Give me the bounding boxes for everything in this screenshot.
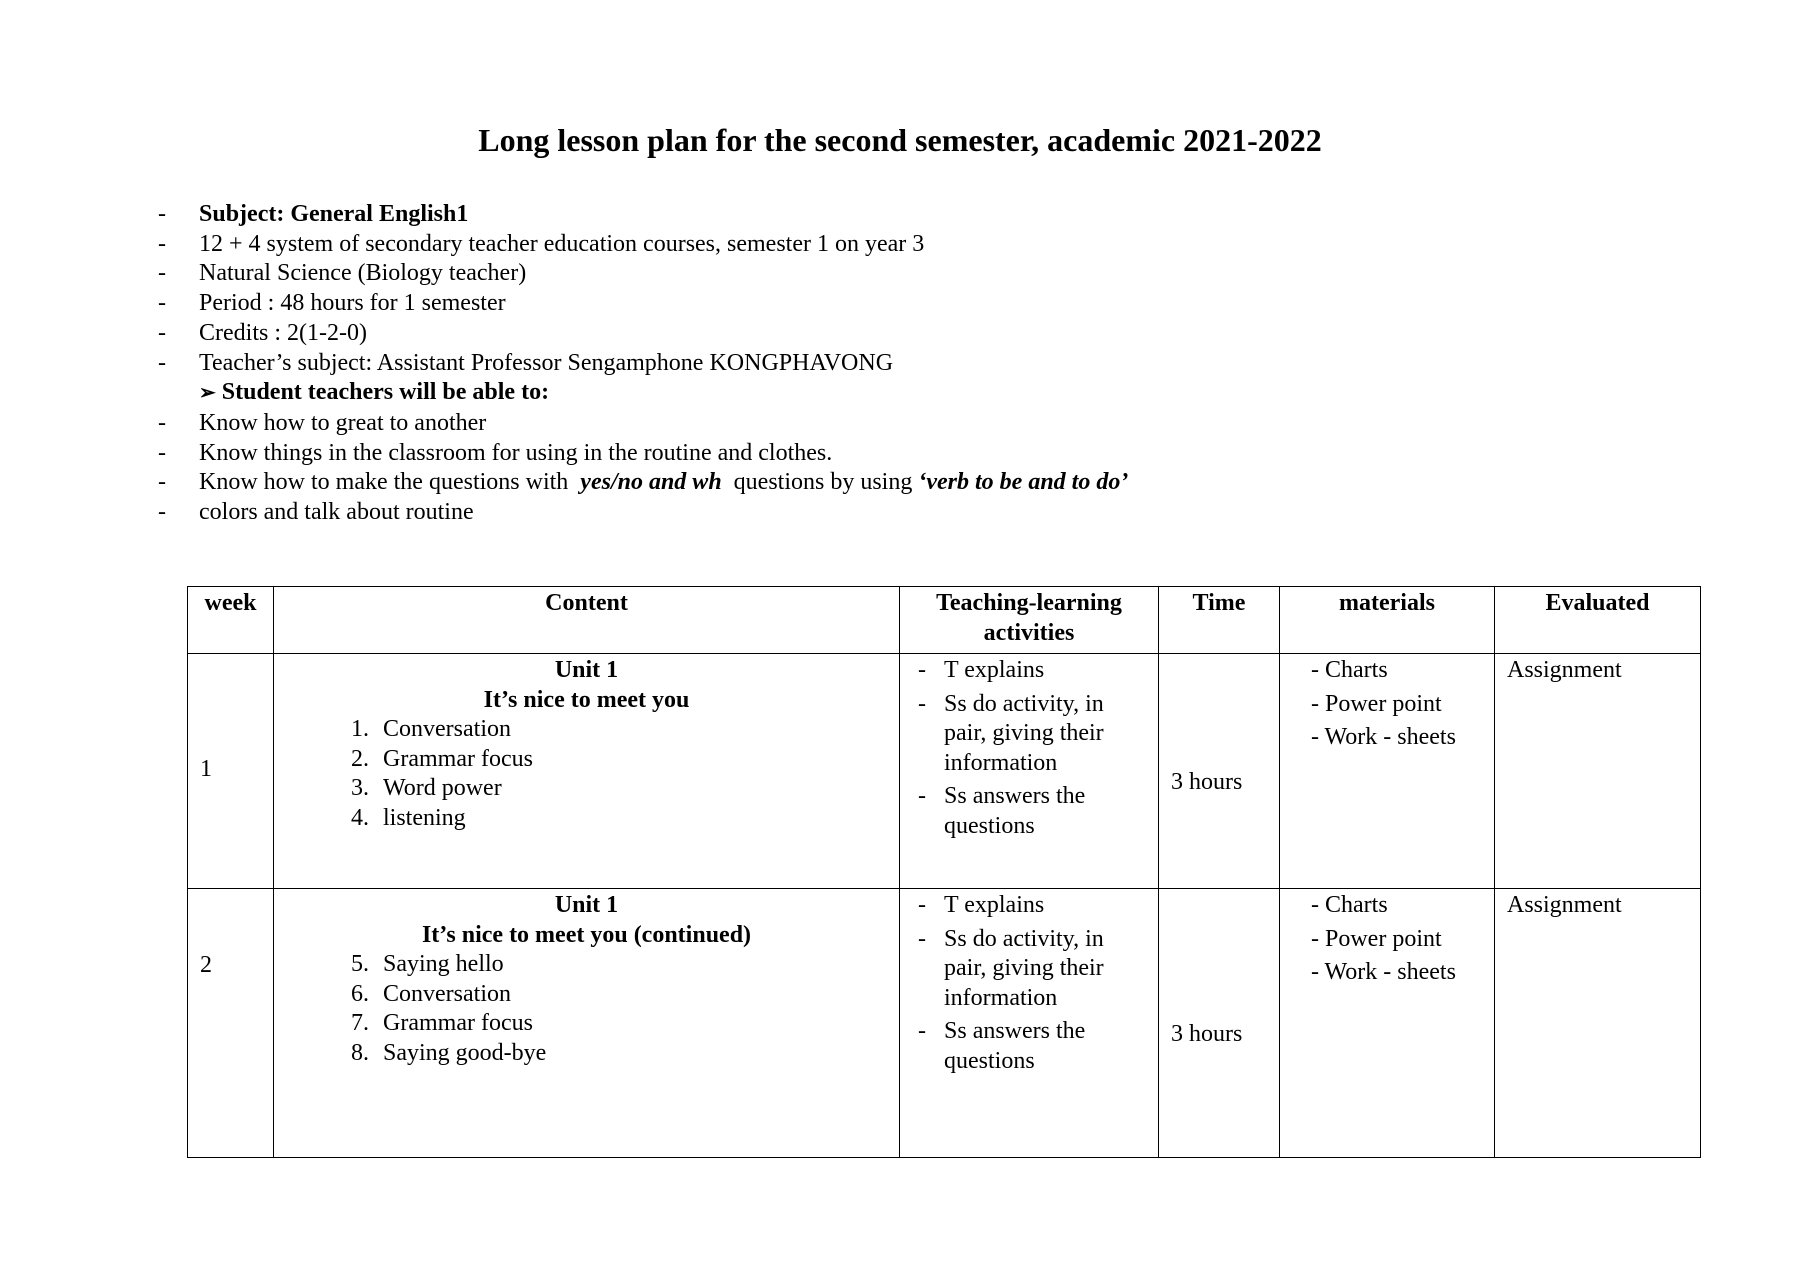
header-time: Time <box>1159 587 1280 654</box>
dash-marker: - <box>158 469 166 496</box>
week-cell: 1 <box>188 654 274 889</box>
objectives-heading-text: Student teachers will be able to: <box>221 379 550 406</box>
dash-marker: - <box>158 230 166 257</box>
dash-marker: - <box>158 349 166 376</box>
material-item: - Power point <box>1311 925 1442 952</box>
material-item: - Work - sheets <box>1311 724 1456 750</box>
objective-item <box>158 468 1608 498</box>
objective-item <box>158 498 1608 528</box>
arrow-bullet-icon: ➢ <box>199 382 216 405</box>
activity-item: - Ss do activity, in pair, giving their information <box>944 690 1146 779</box>
topic-item: 3. Word power <box>375 774 887 804</box>
content-cell <box>274 654 900 889</box>
activity-item: - Ss answers the questions <box>944 1017 1146 1076</box>
header-activities-line2: activities <box>983 619 1075 646</box>
time-cell: 3 hours <box>1159 654 1280 889</box>
evaluated-cell: Assignment <box>1495 889 1701 1158</box>
materials-list <box>1292 656 1482 753</box>
table-header-row <box>188 587 1701 654</box>
objective-text: colors and talk about routine <box>199 499 474 526</box>
activity-item: - Ss do activity, in pair, giving their information <box>944 925 1146 1014</box>
lesson-plan-table <box>187 586 1701 1158</box>
header-materials: materials <box>1280 587 1495 654</box>
topic-item: 7. Grammar focus <box>375 1009 887 1039</box>
activity-list <box>912 891 1146 1076</box>
dash-marker: - <box>158 201 166 227</box>
credits-text: Credits : 2(1-2-0) <box>199 319 367 346</box>
topic-list <box>286 950 887 1068</box>
science-text: Natural Science (Biology teacher) <box>199 260 527 287</box>
activity-item: - T explains <box>944 891 1146 921</box>
objective-text: Know how to make the questions with <box>199 469 581 496</box>
unit-label: Unit 1 <box>554 892 619 918</box>
objective-text: Know how to great to another <box>199 409 487 436</box>
dash-marker: - <box>158 319 166 346</box>
objectives-heading <box>158 378 1608 409</box>
subject-text: Subject: General English1 <box>199 201 469 227</box>
activities-cell <box>900 889 1159 1158</box>
page-title: Long lesson plan for the second semester, academic 2021-2022 <box>478 122 1322 158</box>
info-period <box>158 289 1608 319</box>
table-row <box>188 654 1701 889</box>
header-evaluated: Evaluated <box>1495 587 1701 654</box>
unit-title: It’s nice to meet you (continued) <box>421 921 752 948</box>
materials-list <box>1292 891 1482 988</box>
topic-item: 1. Conversation <box>375 715 887 745</box>
header-activities-line1: Teaching-learning <box>936 590 1122 616</box>
materials-cell <box>1280 654 1495 889</box>
dash-marker: - <box>158 439 166 466</box>
topic-item: 2. Grammar focus <box>375 745 887 775</box>
topic-item: 4. listening <box>375 804 887 834</box>
unit-label: Unit 1 <box>554 657 619 683</box>
materials-cell <box>1280 889 1495 1158</box>
content-cell <box>274 889 900 1158</box>
activity-item: - Ss answers the questions <box>944 782 1146 841</box>
time-cell: 3 hours <box>1159 889 1280 1158</box>
period-text: Period : 48 hours for 1 semester <box>199 290 506 317</box>
topic-item: 6. Conversation <box>375 980 887 1010</box>
header-content: Content <box>274 587 900 654</box>
week-cell: 2 <box>188 889 274 1158</box>
teacher-text: Teacher’s subject: Assistant Professor Sengamphone KONGPHAVONG <box>199 349 894 376</box>
objective-emphasis: yes/no and wh <box>580 469 722 496</box>
material-item: - Charts <box>1311 892 1388 918</box>
dash-marker: - <box>158 499 166 526</box>
info-science <box>158 259 1608 289</box>
activities-cell <box>900 654 1159 889</box>
header-activities <box>900 587 1159 654</box>
unit-title: It’s nice to meet you <box>483 686 690 713</box>
info-credits <box>158 319 1608 349</box>
topic-item: 5. Saying hello <box>375 950 887 980</box>
evaluated-cell: Assignment <box>1495 654 1701 889</box>
info-teacher <box>158 349 1608 379</box>
header-week: week <box>188 587 274 654</box>
material-item: - Power point <box>1311 690 1442 717</box>
info-subject <box>158 200 1608 230</box>
dash-marker: - <box>158 409 166 436</box>
material-item: - Work - sheets <box>1311 959 1456 985</box>
objective-item <box>158 439 1608 469</box>
info-system <box>158 230 1608 260</box>
system-text: 12 + 4 system of secondary teacher education courses, semester 1 on year 3 <box>199 230 925 257</box>
course-info <box>158 200 1608 528</box>
objective-text: questions by using <box>721 469 919 496</box>
topic-item: 8. Saying good-bye <box>375 1039 887 1069</box>
objective-item <box>158 409 1608 439</box>
objective-text: Know things in the classroom for using in the routine and clothes. <box>199 439 833 466</box>
activity-item: - T explains <box>944 656 1146 686</box>
topic-list <box>286 715 887 833</box>
material-item: - Charts <box>1311 657 1388 683</box>
table-row <box>188 889 1701 1158</box>
objective-emphasis: ‘verb to be and to do’ <box>918 469 1129 496</box>
activity-list <box>912 656 1146 841</box>
dash-marker: - <box>158 260 166 287</box>
dash-marker: - <box>158 290 166 317</box>
